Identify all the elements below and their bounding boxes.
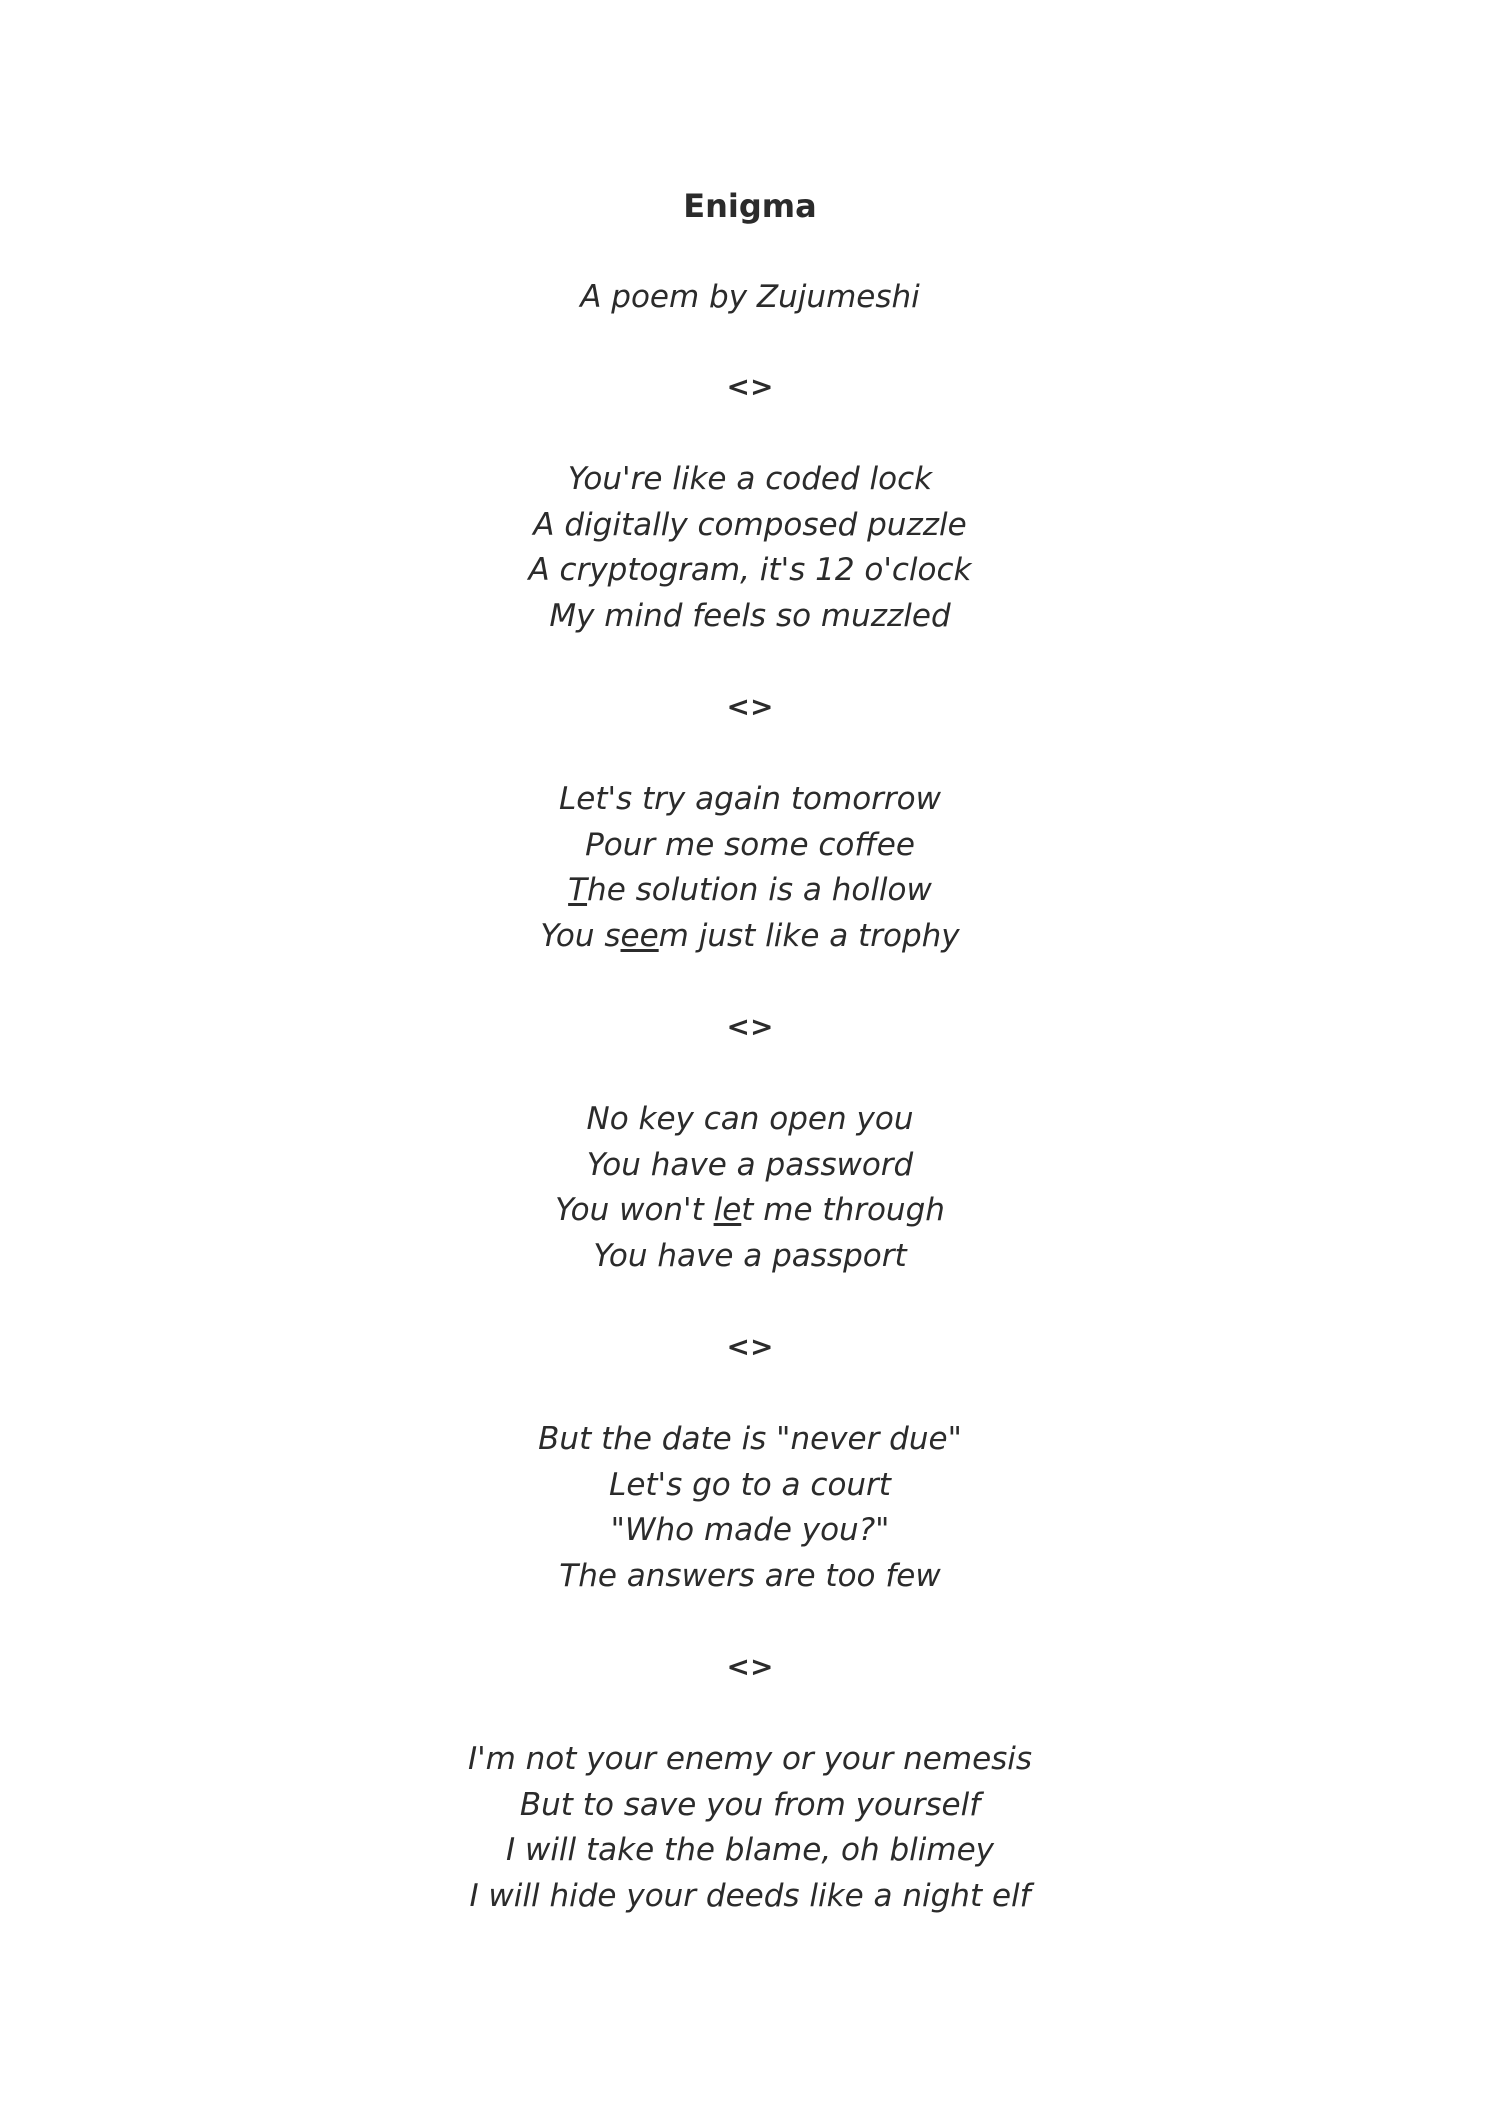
underline-after: m just like a trophy [658,917,960,954]
poem-byline: A poem by Zujumeshi [580,279,920,315]
stanza-1-line-2: A digitally composed puzzle [533,506,967,543]
stanza-4-line-4: The answers are too few [559,1557,941,1594]
stanza-separator: <> [726,370,774,403]
stanza-3-line-2: You have a password [586,1146,914,1183]
stanza-separator: <> [726,690,774,723]
underline-before: You won't [555,1192,714,1229]
stanza-5 [0,1737,1500,1919]
stanza-1-line-3: A cryptogram, it's 12 o'clock [528,552,972,589]
poem-title: Enigma [683,187,817,225]
stanza-1-line-4: My mind feels so muzzled [549,597,951,634]
stanza-3-line-1: No key can open you [586,1101,914,1137]
underline-before: You s [540,917,621,954]
underlined-letters: ee [620,917,659,954]
stanza-2-line-2: Pour me some coffee [585,826,915,863]
stanza-1 [0,457,1500,639]
stanza-5-line-4: I will hide your deeds like a night elf [469,1877,1031,1914]
stanza-4-line-3: "Who made you?" [610,1512,890,1549]
stanza-5-line-3: I will take the blame, oh blimey [505,1832,995,1869]
stanza-1-line-1: You're like a coded lock [567,461,933,497]
stanza-4-line-1: But the date is "never due" [538,1421,962,1457]
stanza-4-line-2: Let's go to a court [609,1466,891,1503]
underlined-letter: T [568,872,588,909]
stanza-2 [0,777,1500,959]
stanza-3 [0,1097,1500,1279]
stanza-5-line-1: I'm not your enemy or your nemesis [467,1741,1033,1777]
stanza-2-line-1: Let's try again tomorrow [558,781,941,817]
stanza-5-line-2: But to save you from yourself [519,1786,981,1823]
stanza-3-line-4: You have a passport [593,1237,907,1274]
stanza-4 [0,1417,1500,1599]
stanza-2-line-4 [0,914,1500,960]
underline-after: t me through [741,1192,945,1229]
stanza-separator: <> [726,1650,774,1683]
underline-after: he solution is a hollow [587,872,932,909]
stanza-3-line-3 [0,1188,1500,1234]
stanza-separator: <> [726,1330,774,1363]
stanza-2-line-3 [0,868,1500,914]
stanza-separator: <> [726,1010,774,1043]
underlined-letters: le [713,1192,742,1229]
